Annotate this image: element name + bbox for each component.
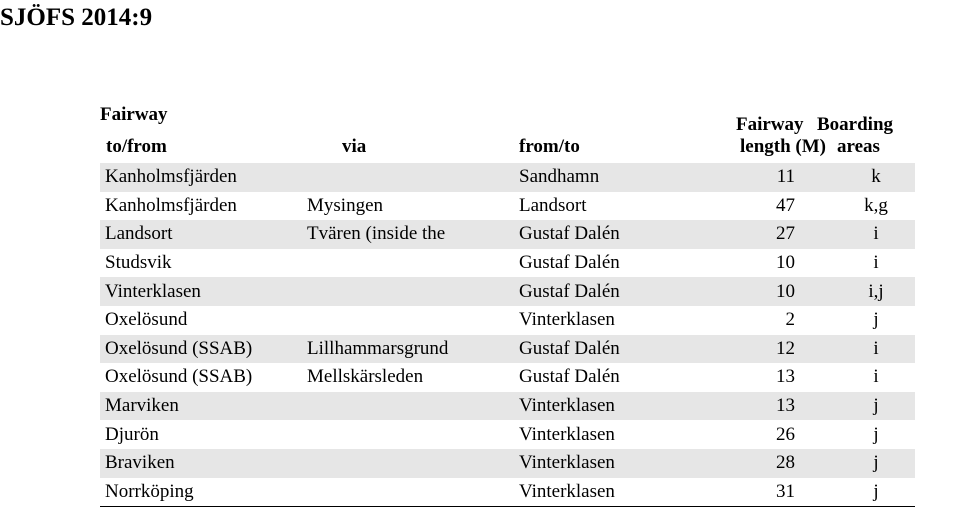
cell-to-from: Marviken bbox=[100, 392, 307, 421]
cell-length: 11 bbox=[727, 163, 837, 192]
table-body bbox=[100, 163, 915, 507]
cell-length: 31 bbox=[727, 478, 837, 507]
header-to-from: to/from bbox=[106, 136, 167, 157]
cell-from-to: Vinterklasen bbox=[519, 478, 727, 507]
table-row bbox=[100, 335, 915, 364]
table-row bbox=[100, 306, 915, 335]
cell-length: 26 bbox=[776, 423, 795, 445]
table-row bbox=[100, 249, 915, 278]
cell-boarding-areas: j bbox=[873, 309, 879, 331]
cell-length: 10 bbox=[776, 252, 795, 274]
table-row bbox=[100, 420, 915, 449]
cell-via bbox=[307, 306, 519, 335]
cell-boarding-areas: i bbox=[873, 366, 879, 388]
cell-boarding-areas: j bbox=[873, 423, 879, 445]
cell-to-from: Studsvik bbox=[105, 252, 172, 274]
cell-via: Tvären (inside the bbox=[307, 220, 519, 249]
cell-boarding-areas: i bbox=[837, 220, 915, 249]
cell-to-from: Vinterklasen bbox=[100, 277, 307, 306]
cell-boarding-areas: j bbox=[837, 392, 915, 421]
cell-to-from: Oxelösund (SSAB) bbox=[100, 335, 307, 364]
document-title: SJÖFS 2014:9 bbox=[0, 4, 153, 31]
header-fairway: Fairway bbox=[100, 104, 168, 125]
header-via: via bbox=[342, 136, 367, 157]
cell-to-from: Norrköping bbox=[100, 478, 307, 507]
cell-boarding-areas: i bbox=[873, 252, 879, 274]
cell-length: 47 bbox=[776, 194, 795, 216]
cell-boarding-areas: j bbox=[837, 449, 915, 478]
cell-via bbox=[307, 478, 519, 507]
table-row bbox=[100, 220, 915, 249]
cell-from-to: Sandhamn bbox=[519, 163, 727, 192]
cell-length: 10 bbox=[727, 277, 837, 306]
cell-length: 27 bbox=[727, 220, 837, 249]
cell-boarding-areas: k bbox=[837, 163, 915, 192]
cell-to-from: Kanholmsfjärden bbox=[105, 194, 237, 216]
table-row bbox=[100, 163, 915, 192]
cell-to-from: Oxelösund (SSAB) bbox=[105, 366, 253, 388]
cell-via bbox=[307, 163, 519, 192]
header-from-to: from/to bbox=[519, 136, 580, 157]
cell-via bbox=[307, 392, 519, 421]
cell-length: 13 bbox=[776, 366, 795, 388]
table-row bbox=[100, 192, 915, 221]
cell-to-from: Kanholmsfjärden bbox=[100, 163, 307, 192]
cell-length: 2 bbox=[785, 309, 795, 331]
cell-from-to: Vinterklasen bbox=[519, 423, 615, 445]
cell-from-to: Gustaf Dalén bbox=[519, 335, 727, 364]
cell-boarding-areas: i,j bbox=[837, 277, 915, 306]
cell-to-from: Landsort bbox=[100, 220, 307, 249]
cell-length: 12 bbox=[727, 335, 837, 364]
cell-via: Mellskärsleden bbox=[307, 366, 424, 388]
cell-to-from: Oxelösund bbox=[105, 309, 188, 331]
cell-via bbox=[307, 249, 519, 278]
fairway-table bbox=[100, 163, 915, 507]
header-boarding-line1: Boarding bbox=[817, 114, 894, 135]
table-row bbox=[100, 277, 915, 306]
header-boarding-line2: areas bbox=[837, 136, 880, 157]
table-row bbox=[100, 449, 915, 478]
cell-via bbox=[307, 277, 519, 306]
cell-from-to: Gustaf Dalén bbox=[519, 277, 727, 306]
cell-from-to: Vinterklasen bbox=[519, 392, 727, 421]
cell-via bbox=[307, 420, 519, 449]
cell-via: Mysingen bbox=[307, 194, 383, 216]
cell-from-to: Gustaf Dalén bbox=[519, 366, 620, 388]
cell-length: 28 bbox=[727, 449, 837, 478]
cell-from-to: Vinterklasen bbox=[519, 309, 615, 331]
cell-from-to: Gustaf Dalén bbox=[519, 252, 620, 274]
cell-via: Lillhammarsgrund bbox=[307, 335, 519, 364]
cell-length: 13 bbox=[727, 392, 837, 421]
cell-to-from: Braviken bbox=[100, 449, 307, 478]
cell-boarding-areas: k,g bbox=[864, 194, 888, 216]
table-row bbox=[100, 363, 915, 392]
cell-boarding-areas: j bbox=[837, 478, 915, 507]
cell-from-to: Landsort bbox=[519, 194, 587, 216]
cell-boarding-areas: i bbox=[837, 335, 915, 364]
table-row bbox=[100, 478, 915, 507]
cell-to-from: Djurön bbox=[105, 423, 159, 445]
cell-from-to: Gustaf Dalén bbox=[519, 220, 727, 249]
cell-from-to: Vinterklasen bbox=[519, 449, 727, 478]
header-length-line2: length (M) bbox=[740, 136, 827, 157]
header-length-line1: Fairway bbox=[736, 114, 804, 135]
table-header bbox=[100, 104, 915, 160]
cell-via bbox=[307, 449, 519, 478]
table-row bbox=[100, 392, 915, 421]
